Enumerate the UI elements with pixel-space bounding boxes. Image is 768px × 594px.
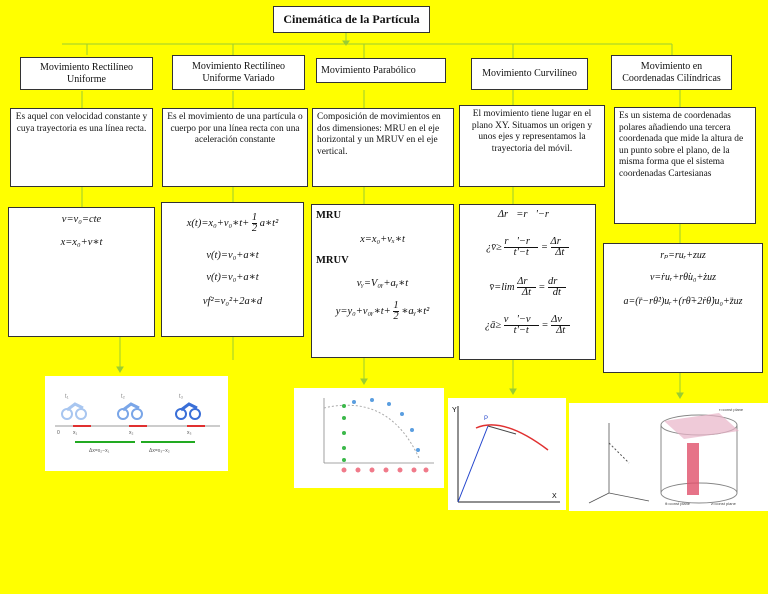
category-parabolico: Movimiento Parabólico	[316, 58, 446, 83]
label-mruv: MRUV	[316, 255, 349, 266]
category-cilindricas: Movimiento en Coordenadas Cilíndricas	[611, 55, 732, 90]
motorbike-icon	[118, 404, 142, 419]
category-curvilineo: Movimiento Curvilíneo	[471, 58, 588, 90]
label-mru: MRU	[316, 210, 342, 221]
svg-text:Δx=x₂−x₁: Δx=x₂−x₁	[89, 448, 110, 454]
motorbike-icon	[62, 404, 86, 419]
svg-text:t₃: t₃	[179, 394, 184, 400]
svg-text:Y: Y	[452, 407, 457, 414]
equation-cyl-position: rₚ=ruᵣ+zuz	[660, 250, 706, 261]
equation-curv-displacement: Δr⃗=r⃗'−r⃗	[497, 209, 558, 220]
equation-mru-velocity: v=v₀=cte	[61, 214, 102, 225]
svg-text:r=const plane: r=const plane	[719, 407, 744, 412]
svg-text:θ=const plane: θ=const plane	[665, 501, 691, 506]
equation-curv-mean-velocity: ¿v̄≥ $\frac{r⃗'-r⃗}{t'-t}$ = $\frac{\Delta r⃗}{\Delta t}$	[486, 236, 569, 258]
description-curvilineo: El movimiento tiene lugar en el plano XY. Situamos un origen y unos ejes y representamos la trayectoria del móvil.	[459, 105, 605, 187]
svg-text:z=const plane: z=const plane	[711, 501, 736, 506]
position-vector	[458, 426, 488, 502]
vertical-projection-points	[342, 404, 346, 462]
equation-mruv-velocity-repeat: v(t)=v₀+a∗t	[206, 272, 259, 283]
equation-mruv-final-velocity: vf²=v₀²+2a∗d	[202, 296, 263, 307]
equation-parabolico-x: x=x₀+vₓ∗t	[360, 234, 405, 245]
figure-mru	[45, 376, 228, 471]
description-mruv: Es el movimiento de una partícula o cuerpo por una línea recta con una aceleración constante	[162, 108, 308, 187]
figure-parabolico	[294, 388, 444, 488]
category-mruv: Movimiento Rectilíneo Uniforme Variado	[172, 55, 305, 90]
equation-parabolico-y: y=y₀+v₀ᵧ∗t+ $\frac{1}{2}$ ∗aᵧ∗t²	[335, 300, 430, 322]
svg-text:t₂: t₂	[121, 394, 125, 400]
motorbike-icon	[176, 404, 200, 419]
equation-curv-mean-acceleration: ¿ā≥ $\frac{v⃗'-v⃗}{t'-t}$ = $\frac{\Delta v⃗}{\Delta t}$	[484, 314, 571, 336]
theta-const-plane	[687, 443, 699, 495]
diagram-title: Cinemática de la Partícula	[273, 6, 430, 33]
equation-cyl-velocity: v=ṙuᵣ+rθ̇u₀+żuz	[649, 272, 717, 283]
svg-text:x₂: x₂	[129, 430, 134, 436]
fraction-half: $\frac{1}{2}$	[251, 212, 258, 234]
category-mru: Movimiento Rectilíneo Uniforme	[20, 57, 153, 90]
trajectory-points	[352, 398, 420, 452]
equation-mru-position: x=x₀+v∗t	[60, 237, 103, 248]
description-cilindricas: Es un sistema de coordenadas polares añadiendo una tercera coordenada que mide la altura de un punto sobre el plano, de la misma forma que el sistema coordenadas Cartesianas	[614, 107, 756, 224]
equation-mruv-position: x(t)=x₀+v₀∗t+ $\frac{1}{2}$ a∗t²	[186, 212, 279, 234]
svg-text:x₁: x₁	[73, 430, 78, 436]
description-mru: Es aquel con velocidad constante y cuya trayectoria es una línea recta.	[10, 108, 153, 187]
svg-text:0: 0	[57, 430, 60, 436]
equations-parabolico	[311, 204, 454, 358]
svg-text:P: P	[484, 416, 489, 422]
description-parabolico: Composición de movimientos en dos dimensiones: MRU en el eje horizontal y un MRUV en el eje vertical.	[312, 108, 454, 187]
equations-mru	[8, 207, 155, 337]
motorbike-figure	[45, 376, 228, 471]
svg-text:X: X	[552, 493, 557, 500]
horizontal-projection-points	[342, 468, 429, 473]
equations-mruv	[161, 202, 304, 337]
svg-text:Δx=x₃−x₂: Δx=x₃−x₂	[149, 448, 170, 454]
equation-cyl-acceleration: a=(r̈−rθ̇²)uᵣ+(rθ̈+2ṙθ̇)u₀+z̈uz	[623, 296, 743, 307]
equations-curvilineo	[459, 204, 596, 360]
equation-curv-instant-velocity: v̄=lim $\frac{\Delta r⃗}{\Delta t}$ = $\frac{dr⃗}{dt}$	[489, 276, 566, 298]
equations-cilindricas	[603, 243, 763, 373]
figure-curvilineo	[448, 398, 566, 510]
figure-cilindricas	[569, 403, 768, 511]
svg-text:x₃: x₃	[187, 430, 192, 436]
velocity-tangent	[488, 426, 516, 434]
equation-parabolico-vy: vᵧ=V₀ᵧ+aᵧ∗t	[356, 278, 409, 289]
equation-mruv-velocity: v(t)=v₀+a∗t	[206, 250, 259, 261]
svg-text:t₁: t₁	[65, 394, 69, 400]
